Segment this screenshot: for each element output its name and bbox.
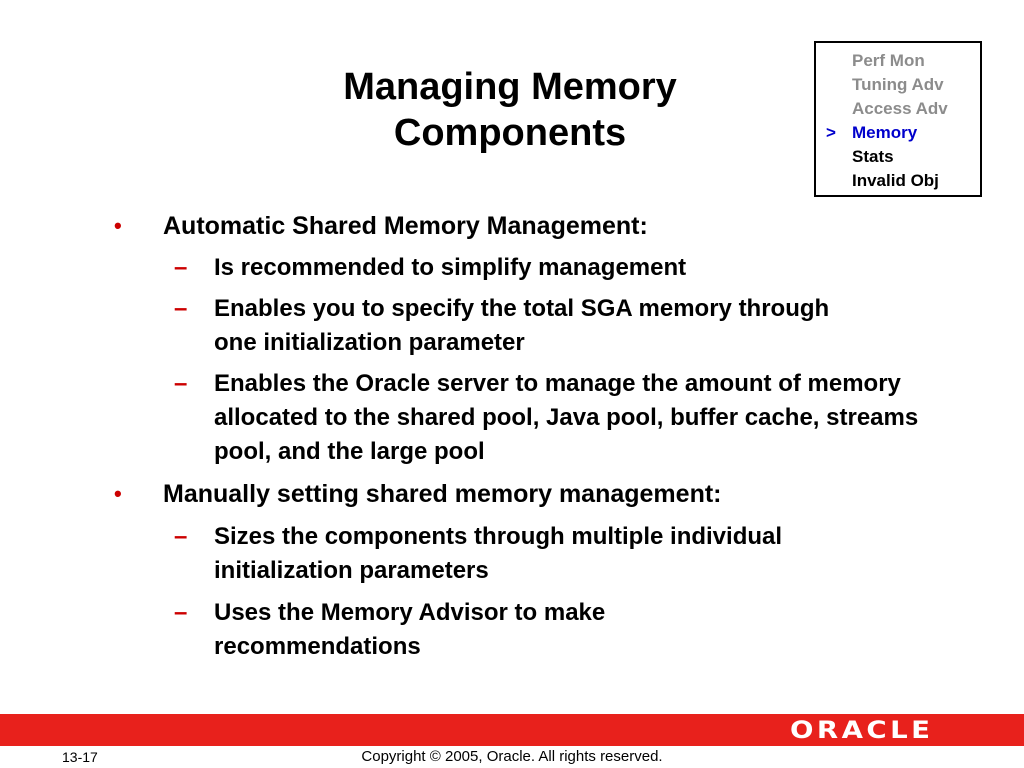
- oracle-logo: ORACLE: [790, 716, 934, 744]
- sub-bullet-text: Enables the Oracle server to manage the amount of memory allocated to the shared pool, Java pool, buffer cache, streams pool, and the large pool: [214, 370, 919, 465]
- sub-bullet-text: Is recommended to simplify management: [214, 254, 687, 281]
- bullet-text: Manually setting shared memory management:: [163, 480, 722, 508]
- slide-title-line-2: Components: [393, 112, 627, 154]
- nav-item-label: Memory: [852, 123, 918, 142]
- nav-item-tuning-adv[interactable]: [816, 73, 980, 97]
- nav-item-perf-mon[interactable]: [816, 49, 980, 73]
- sub-bullet-text: Enables you to specify the total SGA memory through one initialization parameter: [214, 295, 830, 356]
- slide-title: [300, 64, 720, 156]
- nav-item-label: Access Adv: [852, 99, 948, 118]
- nav-item-memory[interactable]: [816, 121, 980, 145]
- nav-item-stats[interactable]: [816, 145, 980, 169]
- topic-navigation-box: [814, 41, 982, 197]
- dash-icon: –: [174, 523, 188, 550]
- slide-title-line-1: Managing Memory: [343, 66, 677, 108]
- current-topic-marker-icon: >: [826, 123, 836, 142]
- nav-item-label: Stats: [852, 147, 894, 166]
- bullet-text: Automatic Shared Memory Management:: [163, 212, 648, 240]
- nav-item-access-adv[interactable]: [816, 97, 980, 121]
- nav-item-invalid-obj[interactable]: [816, 169, 980, 193]
- dash-icon: –: [174, 599, 188, 626]
- copyright-notice: Copyright © 2005, Oracle. All rights reserved.: [361, 748, 663, 765]
- dash-icon: –: [174, 254, 188, 281]
- nav-item-label: Invalid Obj: [852, 171, 939, 190]
- dash-icon: –: [174, 295, 188, 322]
- sub-bullet-text: Sizes the components through multiple individual initialization parameters: [214, 523, 783, 584]
- nav-item-label: Tuning Adv: [852, 75, 944, 94]
- sub-bullet-text: Uses the Memory Advisor to make recommendations: [214, 599, 606, 660]
- bullet-icon: •: [114, 481, 122, 506]
- dash-icon: –: [174, 370, 188, 397]
- page-number: 13-17: [62, 749, 98, 765]
- bullet-icon: •: [114, 213, 122, 238]
- nav-item-label: Perf Mon: [852, 51, 925, 70]
